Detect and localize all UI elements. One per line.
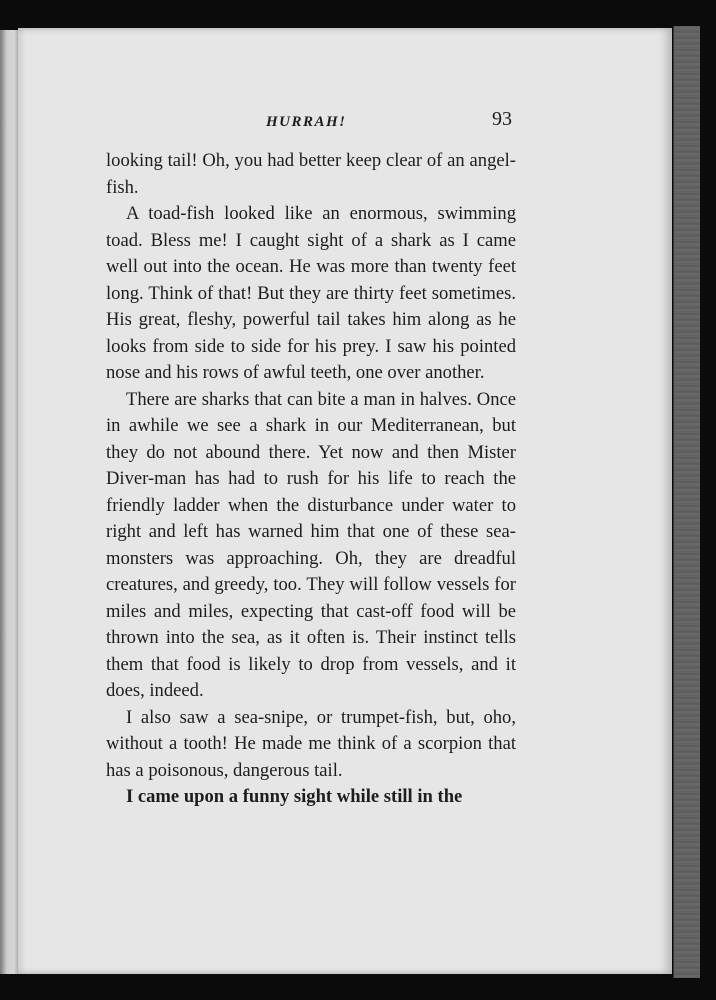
running-head bbox=[18, 108, 672, 138]
facing-page-edge bbox=[0, 30, 20, 974]
paragraph-4: I also saw a sea-snipe, or trumpet-fish, but, oho, without a tooth! He made me think of a scorpion that has a poisonous, dangerous tail. bbox=[106, 706, 516, 781]
paragraph-1: looking tail! Oh, you had better keep clear of an angel-fish. bbox=[106, 150, 516, 198]
running-head-title: HURRAH! bbox=[266, 114, 347, 130]
book-cover-edge bbox=[673, 26, 700, 978]
book-page bbox=[18, 28, 672, 974]
paragraph-2: A toad-fish looked like an enormous, swimming toad. Bless me! I caught sight of a shark as I came well out into the ocean. He was more than twenty feet long. Think of that! But they are thirty feet sometimes. His great, fleshy, powerful tail takes him along as he looks from side to side for his prey. I saw his pointed nose and his rows of awful teeth, one over another. bbox=[106, 203, 516, 383]
page-number: 93 bbox=[492, 108, 512, 130]
body-text bbox=[106, 148, 516, 811]
paragraph-3: There are sharks that can bite a man in halves. Once in awhile we see a shark in our Mediterranean, but they do not abound there. Yet now and then Mister Diver-man has had to rush for his life to reach the friendly ladder when the disturbance under water to right and left has warned him that one of these sea-monsters was approaching. Oh, they are dreadful creatures, and greedy, too. They will follow vessels for miles and miles, expecting that cast-off food will be thrown into the sea, as it often is. Their instinct tells them that food is likely to drop from vessels, and it does, indeed. bbox=[106, 388, 516, 701]
paragraph-5: I came upon a funny sight while still in the bbox=[126, 786, 463, 807]
